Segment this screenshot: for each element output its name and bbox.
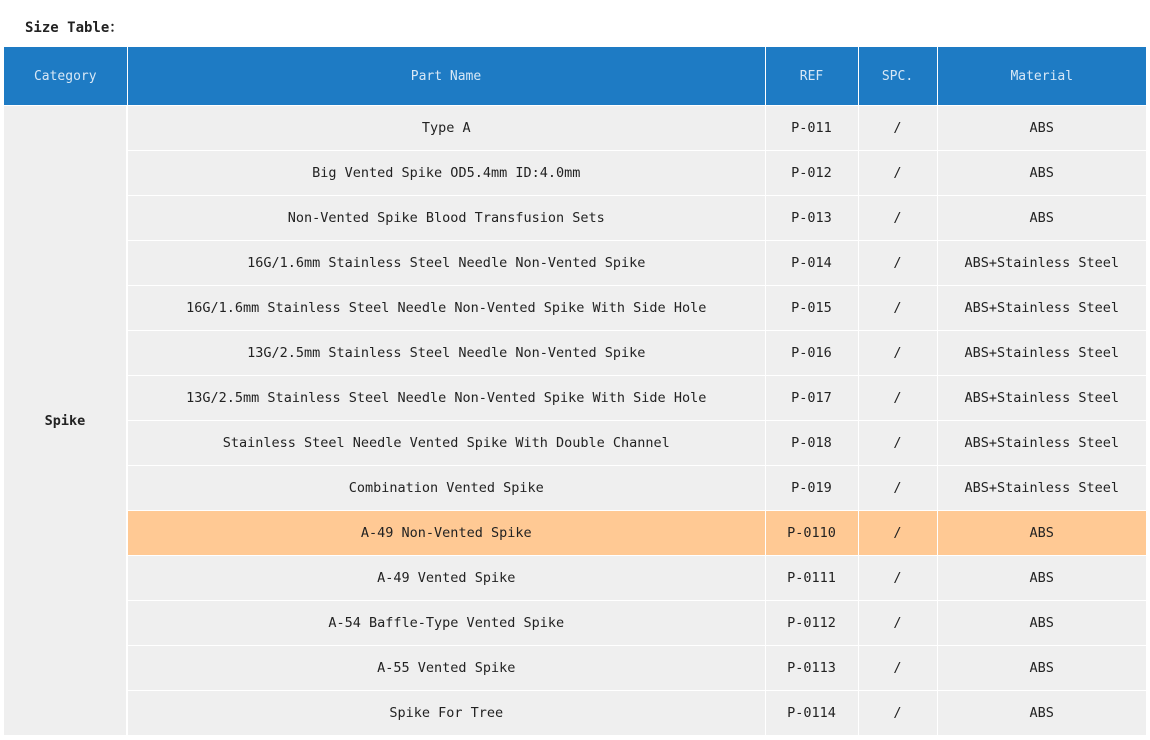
spc-cell: /	[858, 511, 937, 556]
table-row	[4, 151, 1146, 196]
category-cell: Spike	[4, 106, 127, 736]
ref-cell: P-012	[765, 151, 858, 196]
part-name-cell: A-55 Vented Spike	[127, 646, 765, 691]
spc-cell: /	[858, 106, 937, 151]
material-cell: ABS+Stainless Steel	[937, 376, 1146, 421]
material-cell: ABS	[937, 601, 1146, 646]
ref-cell: P-011	[765, 106, 858, 151]
column-header-material: Material	[937, 47, 1146, 106]
part-name-cell: 16G/1.6mm Stainless Steel Needle Non-Vented Spike With Side Hole	[127, 286, 765, 331]
part-name-cell: Combination Vented Spike	[127, 466, 765, 511]
ref-cell: P-0114	[765, 691, 858, 736]
part-name-cell: Big Vented Spike OD5.4mm ID:4.0mm	[127, 151, 765, 196]
ref-cell: P-014	[765, 241, 858, 286]
part-name-cell: Spike For Tree	[127, 691, 765, 736]
material-cell: ABS+Stainless Steel	[937, 466, 1146, 511]
column-header-category: Category	[4, 47, 127, 106]
spc-cell: /	[858, 331, 937, 376]
material-cell: ABS	[937, 106, 1146, 151]
table-row	[4, 646, 1146, 691]
part-name-cell: Non-Vented Spike Blood Transfusion Sets	[127, 196, 765, 241]
table-row	[4, 376, 1146, 421]
ref-cell: P-0111	[765, 556, 858, 601]
spc-cell: /	[858, 286, 937, 331]
table-row	[4, 691, 1146, 736]
spc-cell: /	[858, 241, 937, 286]
spc-cell: /	[858, 376, 937, 421]
table-row	[4, 421, 1146, 466]
spc-cell: /	[858, 691, 937, 736]
spc-cell: /	[858, 151, 937, 196]
ref-cell: P-018	[765, 421, 858, 466]
material-cell: ABS	[937, 691, 1146, 736]
table-row	[4, 466, 1146, 511]
table-body	[4, 106, 1146, 736]
material-cell: ABS+Stainless Steel	[937, 421, 1146, 466]
ref-cell: P-015	[765, 286, 858, 331]
table-row	[4, 286, 1146, 331]
table-row	[4, 241, 1146, 286]
table-row	[4, 331, 1146, 376]
table-row	[4, 106, 1146, 151]
part-name-cell: A-49 Non-Vented Spike	[127, 511, 765, 556]
ref-cell: P-0112	[765, 601, 858, 646]
material-cell: ABS	[937, 511, 1146, 556]
spc-cell: /	[858, 466, 937, 511]
table-row	[4, 556, 1146, 601]
size-table	[4, 47, 1146, 735]
page-title: Size Table：	[25, 20, 124, 36]
spc-cell: /	[858, 646, 937, 691]
column-header-part-name: Part Name	[127, 47, 765, 106]
part-name-cell: 16G/1.6mm Stainless Steel Needle Non-Vented Spike	[127, 241, 765, 286]
table-row	[4, 601, 1146, 646]
material-cell: ABS	[937, 646, 1146, 691]
spc-cell: /	[858, 196, 937, 241]
material-cell: ABS+Stainless Steel	[937, 241, 1146, 286]
material-cell: ABS+Stainless Steel	[937, 286, 1146, 331]
part-name-cell: Stainless Steel Needle Vented Spike With Double Channel	[127, 421, 765, 466]
spc-cell: /	[858, 421, 937, 466]
ref-cell: P-019	[765, 466, 858, 511]
table-header	[4, 47, 1146, 106]
part-name-cell: 13G/2.5mm Stainless Steel Needle Non-Vented Spike With Side Hole	[127, 376, 765, 421]
ref-cell: P-017	[765, 376, 858, 421]
ref-cell: P-0110	[765, 511, 858, 556]
table-row	[4, 196, 1146, 241]
spc-cell: /	[858, 601, 937, 646]
part-name-cell: A-49 Vented Spike	[127, 556, 765, 601]
ref-cell: P-016	[765, 331, 858, 376]
material-cell: ABS	[937, 151, 1146, 196]
column-header-ref: REF	[765, 47, 858, 106]
material-cell: ABS	[937, 556, 1146, 601]
part-name-cell: Type A	[127, 106, 765, 151]
column-header-spc: SPC.	[858, 47, 937, 106]
part-name-cell: 13G/2.5mm Stainless Steel Needle Non-Vented Spike	[127, 331, 765, 376]
material-cell: ABS	[937, 196, 1146, 241]
ref-cell: P-0113	[765, 646, 858, 691]
header-row	[4, 47, 1146, 106]
part-name-cell: A-54 Baffle-Type Vented Spike	[127, 601, 765, 646]
spc-cell: /	[858, 556, 937, 601]
table-row	[4, 511, 1146, 556]
ref-cell: P-013	[765, 196, 858, 241]
material-cell: ABS+Stainless Steel	[937, 331, 1146, 376]
size-table-container	[4, 47, 1146, 740]
